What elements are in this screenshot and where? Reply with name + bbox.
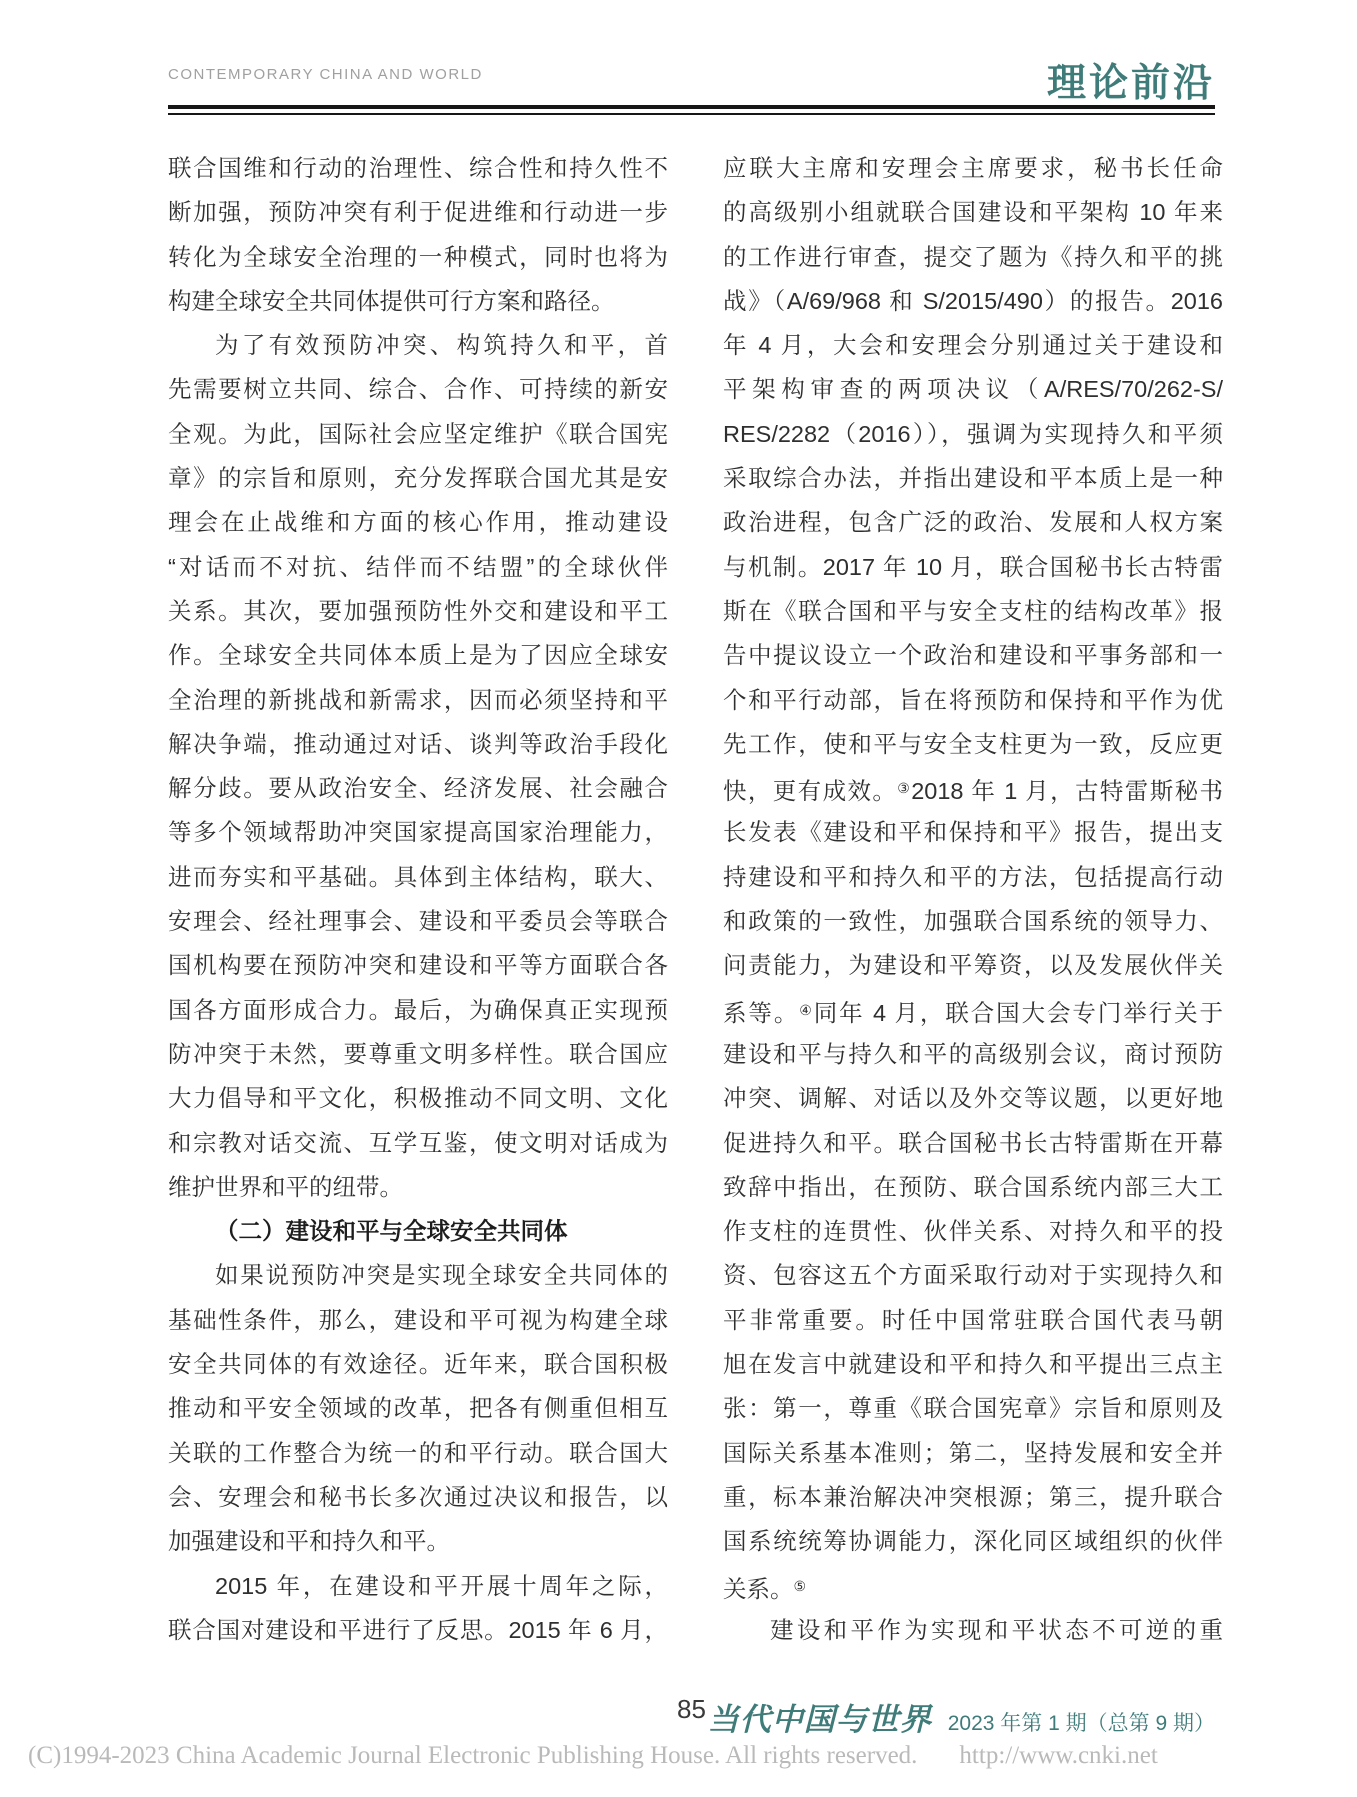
body-line: 国各方面形成合力。最后，为确保真正实现预 (168, 996, 668, 1023)
body-line: 冲突、调解、对话以及外交等议题，以更好地 (723, 1085, 1223, 1112)
body-line: 建设和平与持久和平的高级别会议，商讨预防 (723, 1040, 1223, 1067)
body-line: 旭在发言中就建设和平和持久和平提出三点主 (723, 1351, 1223, 1378)
body-line: 关系。⑤ (723, 1575, 807, 1602)
body-line: 张：第一，尊重《联合国宪章》宗旨和原则及 (723, 1395, 1223, 1422)
body-line: 与机制。2017 年 10 月，联合国秘书长古特雷 (723, 553, 1223, 580)
body-line: 国际关系基本准则；第二，坚持发展和安全并 (723, 1439, 1223, 1466)
subsection-heading: （二）建设和平与全球安全共同体 (215, 1218, 568, 1245)
body-line: 为了有效预防冲突、构筑持久和平，首 (215, 332, 668, 359)
body-line: 致辞中指出，在预防、联合国系统内部三大工 (723, 1173, 1223, 1200)
header-rule-thin (168, 113, 1215, 115)
body-line: 作。全球安全共同体本质上是为了因应全球安 (168, 642, 668, 669)
body-line: 采取综合办法，并指出建设和平本质上是一种 (723, 465, 1223, 492)
issue-info: 2023 年第 1 期（总第 9 期） (947, 1712, 1215, 1735)
body-line: 建设和平作为实现和平状态不可逆的重 (770, 1616, 1223, 1643)
journal-logo-calligraphy: 当代中国与世界 (707, 1702, 932, 1737)
body-line: 安全共同体的有效途径。近年来，联合国积极 (168, 1351, 668, 1378)
body-line: 构建全球安全共同体提供可行方案和路径。 (168, 287, 615, 314)
body-line: 解决争端，推动通过对话、谈判等政治手段化 (168, 730, 668, 757)
body-line: 作支柱的连贯性、伙伴关系、对持久和平的投 (723, 1218, 1223, 1245)
body-line: 快，更有成效。③2018 年 1 月，古特雷斯秘书 (723, 778, 1223, 805)
cnki-url: http://www.cnki.net (959, 1742, 1158, 1769)
body-line: 的高级别小组就联合国建设和平架构 10 年来 (723, 199, 1223, 226)
body-line: 防冲突于未然，要尊重文明多样性。联合国应 (168, 1040, 668, 1067)
body-line: 章》的宗旨和原则，充分发挥联合国尤其是安 (168, 465, 668, 492)
body-line: 斯在《联合国和平与安全支柱的结构改革》报 (723, 597, 1223, 624)
body-line: 资、包容这五个方面采取行动对于实现持久和 (723, 1262, 1223, 1289)
body-line: 关联的工作整合为统一的和平行动。联合国大 (168, 1439, 668, 1466)
body-line: 加强建设和平和持久和平。 (168, 1528, 450, 1555)
body-line: 系等。④同年 4 月，联合国大会专门举行关于 (723, 999, 1223, 1026)
body-line: 全观。为此，国际社会应坚定维护《联合国宪 (168, 420, 668, 447)
body-line: 关系。其次，要加强预防性外交和建设和平工 (168, 597, 668, 624)
body-line: 应联大主席和安理会主席要求，秘书长任命 (723, 155, 1223, 181)
body-line: 如果说预防冲突是实现全球安全共同体的 (215, 1262, 668, 1289)
copyright-text: (C)1994-2023 China Academic Journal Electronic Publishing House. All rights reserved. (28, 1742, 918, 1769)
body-line: 转化为全球安全治理的一种模式，同时也将为 (168, 243, 668, 270)
body-line: 进而夯实和平基础。具体到主体结构，联大、 (168, 863, 668, 890)
section-banner: 理论前沿 (1046, 62, 1215, 105)
body-line: 大力倡导和平文化，积极推动不同文明、文化 (168, 1085, 668, 1112)
body-line: 战》（A/69/968 和 S/2015/490）的报告。2016 (723, 287, 1223, 314)
body-line: 会、安理会和秘书长多次通过决议和报告，以 (168, 1483, 668, 1510)
body-line: 基础性条件，那么，建设和平可视为构建全球 (168, 1306, 668, 1333)
body-line: 理会在止战维和方面的核心作用，推动建设 (168, 509, 668, 536)
text-column-right (723, 146, 1223, 1652)
body-line: 解分歧。要从政治安全、经济发展、社会融合 (168, 775, 668, 802)
body-line: 先需要树立共同、综合、合作、可持续的新安 (168, 376, 668, 403)
footnote-marker: ⑤ (793, 1577, 807, 1594)
body-line: 长发表《建设和平和保持和平》报告，提出支 (723, 819, 1223, 846)
body-line: 国机构要在预防冲突和建设和平等方面联合各 (168, 952, 668, 979)
body-line: 先工作，使和平与安全支柱更为一致，反应更 (723, 730, 1223, 757)
body-line: 推动和平安全领域的改革，把各有侧重但相互 (168, 1395, 668, 1422)
body-line: 年 4 月，大会和安理会分别通过关于建设和 (723, 332, 1223, 359)
body-line: 2015 年，在建设和平开展十周年之际， (215, 1572, 668, 1599)
body-line: 安理会、经社理事会、建设和平委员会等联合 (168, 908, 668, 935)
body-line: 问责能力，为建设和平筹资，以及发展伙伴关 (723, 952, 1223, 979)
text-column-left (168, 146, 668, 1652)
body-line: 和宗教对话交流、互学互鉴，使文明对话成为 (168, 1129, 668, 1156)
footnote-marker: ④ (799, 1001, 814, 1018)
header-rule-thick (168, 105, 1215, 109)
body-line: 平非常重要。时任中国常驻联合国代表马朝 (723, 1306, 1223, 1333)
body-line: 的工作进行审查，提交了题为《持久和平的挑 (723, 243, 1223, 270)
body-line: 国系统统筹协调能力，深化同区域组织的伙伴 (723, 1528, 1223, 1555)
body-line: 促进持久和平。联合国秘书长古特雷斯在开幕 (723, 1129, 1223, 1156)
body-line: 个和平行动部，旨在将预防和保持和平作为优 (723, 686, 1223, 713)
body-line: 联合国维和行动的治理性、综合性和持久性不 (168, 155, 668, 181)
body-line: “对话而不对抗、结伴而不结盟”的全球伙伴 (168, 553, 668, 580)
body-line: 告中提议设立一个政治和建设和平事务部和一 (723, 642, 1223, 669)
body-line: 等多个领域帮助冲突国家提高国家治理能力， (168, 819, 668, 846)
footnote-marker: ③ (897, 780, 912, 797)
body-line: RES/2282（2016）），强调为实现持久和平须 (723, 420, 1223, 447)
body-line: 政治进程，包含广泛的政治、发展和人权方案 (723, 509, 1223, 536)
body-line: 全治理的新挑战和新需求，因而必须坚持和平 (168, 686, 668, 713)
body-line: 和政策的一致性，加强联合国系统的领导力、 (723, 908, 1223, 935)
body-line: 重，标本兼治解决冲突根源；第三，提升联合 (723, 1483, 1223, 1510)
footer-journal-info (708, 1694, 1215, 1739)
body-line: 维护世界和平的纽带。 (168, 1173, 403, 1200)
body-line: 断加强，预防冲突有利于促进维和行动进一步 (168, 199, 668, 226)
journal-english-title: CONTEMPORARY CHINA AND WORLD (168, 66, 483, 83)
page-number: 85 (677, 1694, 706, 1724)
body-line: 持建设和平和持久和平的方法，包括提高行动 (723, 863, 1223, 890)
copyright-line (28, 1742, 1158, 1770)
body-line: 联合国对建设和平进行了反思。2015 年 6 月， (168, 1616, 668, 1643)
body-line: 平架构审查的两项决议（A/RES/70/262-S/ (723, 376, 1223, 403)
